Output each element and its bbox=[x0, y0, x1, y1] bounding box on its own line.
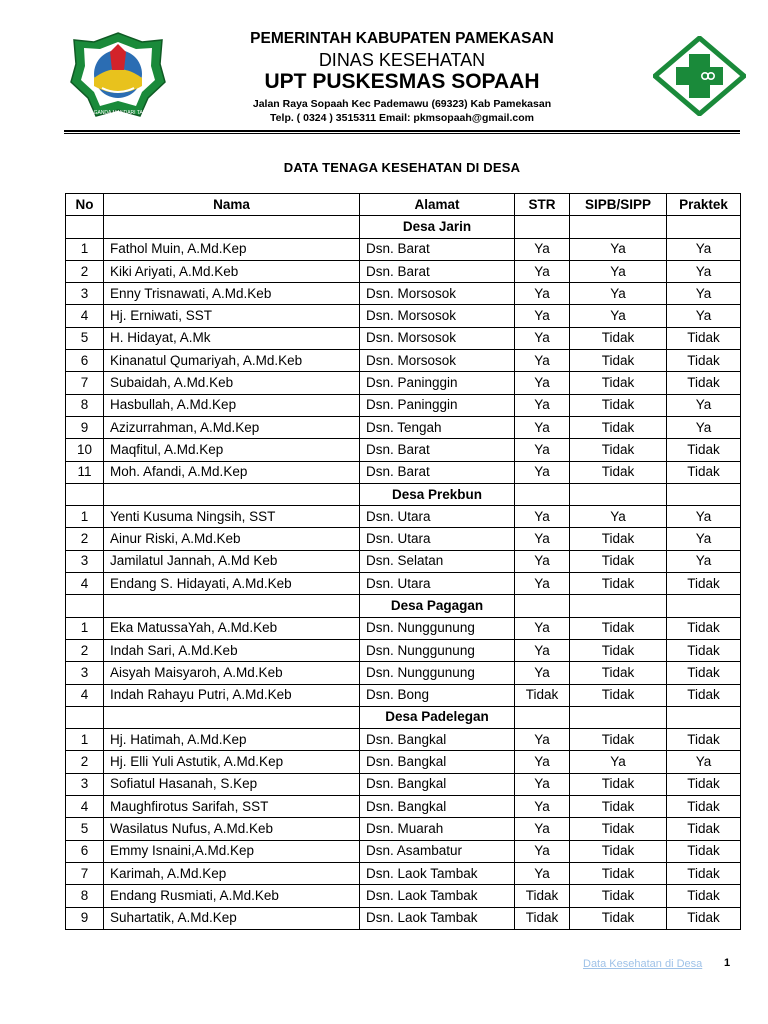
village-name: Desa Prekbun bbox=[360, 483, 515, 505]
cell-sipb-sipp: Tidak bbox=[570, 796, 667, 818]
table-row bbox=[66, 305, 741, 327]
cell-alamat: Dsn. Barat bbox=[360, 461, 515, 483]
cell-praktek: Tidak bbox=[667, 773, 741, 795]
table-row bbox=[66, 751, 741, 773]
cell-no: 6 bbox=[66, 350, 104, 372]
cell-no: 5 bbox=[66, 818, 104, 840]
cell-nama: Ainur Riski, A.Md.Keb bbox=[104, 528, 360, 550]
cell-praktek: Tidak bbox=[667, 818, 741, 840]
cell-sipb-sipp: Tidak bbox=[570, 461, 667, 483]
address-line: Jalan Raya Sopaah Kec Pademawu (69323) Kab Pamekasan bbox=[252, 98, 552, 110]
cell-alamat: Dsn. Utara bbox=[360, 573, 515, 595]
government-name: PEMERINTAH KABUPATEN PAMEKASAN bbox=[250, 30, 554, 47]
cell-praktek: Tidak bbox=[667, 796, 741, 818]
cell-str: Ya bbox=[515, 327, 570, 349]
cell-str: Ya bbox=[515, 862, 570, 884]
cell-praktek: Ya bbox=[667, 238, 741, 260]
page-number: 1 bbox=[724, 957, 731, 969]
cell-no: 7 bbox=[66, 862, 104, 884]
cell-sipb-sipp: Ya bbox=[570, 506, 667, 528]
health-worker-table bbox=[65, 193, 741, 930]
cell-praktek: Tidak bbox=[667, 372, 741, 394]
cell-str: Ya bbox=[515, 461, 570, 483]
cell-str: Ya bbox=[515, 796, 570, 818]
cell-nama: Fathol Muin, A.Md.Kep bbox=[104, 238, 360, 260]
village-name: Desa Jarin bbox=[360, 216, 515, 238]
cell-praktek: Tidak bbox=[667, 840, 741, 862]
cell-alamat: Dsn. Selatan bbox=[360, 550, 515, 572]
cell-no: 6 bbox=[66, 840, 104, 862]
table-body bbox=[66, 216, 741, 930]
cell-str: Ya bbox=[515, 639, 570, 661]
cell-nama: Maqfitul, A.Md.Kep bbox=[104, 439, 360, 461]
cell-alamat: Dsn. Laok Tambak bbox=[360, 885, 515, 907]
cell-sipb-sipp: Tidak bbox=[570, 840, 667, 862]
cell-no: 3 bbox=[66, 283, 104, 305]
cell-alamat: Dsn. Bangkal bbox=[360, 729, 515, 751]
cell-nama: Sofiatul Hasanah, S.Kep bbox=[104, 773, 360, 795]
cell-str: Ya bbox=[515, 394, 570, 416]
empty-cell bbox=[667, 595, 741, 617]
cell-alamat: Dsn. Utara bbox=[360, 506, 515, 528]
empty-cell bbox=[667, 216, 741, 238]
cell-nama: Indah Rahayu Putri, A.Md.Keb bbox=[104, 684, 360, 706]
empty-cell bbox=[515, 483, 570, 505]
cell-str: Ya bbox=[515, 840, 570, 862]
cell-alamat: Dsn. Paninggin bbox=[360, 394, 515, 416]
cell-no: 7 bbox=[66, 372, 104, 394]
cell-nama: Aisyah Maisyaroh, A.Md.Keb bbox=[104, 662, 360, 684]
cell-str: Ya bbox=[515, 818, 570, 840]
cell-praktek: Tidak bbox=[667, 350, 741, 372]
cell-str: Tidak bbox=[515, 684, 570, 706]
table-row bbox=[66, 528, 741, 550]
cell-alamat: Dsn. Asambatur bbox=[360, 840, 515, 862]
cell-nama: Indah Sari, A.Md.Keb bbox=[104, 639, 360, 661]
cell-alamat: Dsn. Laok Tambak bbox=[360, 862, 515, 884]
column-header-no: No bbox=[66, 194, 104, 216]
cell-sipb-sipp: Ya bbox=[570, 283, 667, 305]
table-row bbox=[66, 439, 741, 461]
cell-no: 2 bbox=[66, 528, 104, 550]
cell-nama: Hj. Elli Yuli Astutik, A.Md.Kep bbox=[104, 751, 360, 773]
footer-document-link[interactable]: Data Kesehatan di Desa bbox=[583, 958, 703, 970]
column-header-str: STR bbox=[515, 194, 570, 216]
cell-alamat: Dsn. Bangkal bbox=[360, 751, 515, 773]
cell-nama: Yenti Kusuma Ningsih, SST bbox=[104, 506, 360, 528]
cell-praktek: Tidak bbox=[667, 907, 741, 929]
cell-no: 3 bbox=[66, 662, 104, 684]
contact-line: Telp. ( 0324 ) 3515311 Email: pkmsopaah@gmail.com bbox=[270, 112, 534, 124]
cell-praktek: Tidak bbox=[667, 662, 741, 684]
cell-str: Ya bbox=[515, 506, 570, 528]
cell-str: Ya bbox=[515, 773, 570, 795]
table-row bbox=[66, 729, 741, 751]
cell-no: 8 bbox=[66, 394, 104, 416]
cell-nama: Subaidah, A.Md.Keb bbox=[104, 372, 360, 394]
cell-praktek: Tidak bbox=[667, 729, 741, 751]
cell-sipb-sipp: Tidak bbox=[570, 684, 667, 706]
cell-no: 4 bbox=[66, 684, 104, 706]
empty-cell bbox=[104, 483, 360, 505]
cell-str: Ya bbox=[515, 662, 570, 684]
cell-no: 1 bbox=[66, 729, 104, 751]
empty-cell bbox=[104, 595, 360, 617]
cell-praktek: Tidak bbox=[667, 439, 741, 461]
cell-alamat: Dsn. Bangkal bbox=[360, 796, 515, 818]
cell-praktek: Ya bbox=[667, 394, 741, 416]
cell-str: Ya bbox=[515, 416, 570, 438]
cell-sipb-sipp: Tidak bbox=[570, 639, 667, 661]
table-row bbox=[66, 639, 741, 661]
empty-cell bbox=[667, 706, 741, 728]
cell-praktek: Ya bbox=[667, 416, 741, 438]
cell-sipb-sipp: Tidak bbox=[570, 885, 667, 907]
cell-nama: Hasbullah, A.Md.Kep bbox=[104, 394, 360, 416]
cell-no: 10 bbox=[66, 439, 104, 461]
village-name: Desa Padelegan bbox=[360, 706, 515, 728]
cell-str: Ya bbox=[515, 751, 570, 773]
empty-cell bbox=[66, 706, 104, 728]
puskesmas-cross-icon bbox=[653, 36, 746, 116]
cell-no: 2 bbox=[66, 639, 104, 661]
cell-no: 5 bbox=[66, 327, 104, 349]
cell-sipb-sipp: Tidak bbox=[570, 528, 667, 550]
cell-str: Ya bbox=[515, 283, 570, 305]
cell-praktek: Ya bbox=[667, 550, 741, 572]
agency-name: DINAS KESEHATAN bbox=[318, 50, 486, 70]
cell-sipb-sipp: Tidak bbox=[570, 550, 667, 572]
table-row bbox=[66, 260, 741, 282]
cell-sipb-sipp: Tidak bbox=[570, 729, 667, 751]
svg-text:RATNA GANDA MANDARI TANJUNG: RATNA GANDA MANDARI TANJUNG bbox=[75, 110, 161, 116]
cell-no: 1 bbox=[66, 238, 104, 260]
cell-nama: Maughfirotus Sarifah, SST bbox=[104, 796, 360, 818]
cell-str: Ya bbox=[515, 573, 570, 595]
village-header-row bbox=[66, 483, 741, 505]
cell-alamat: Dsn. Nunggunung bbox=[360, 617, 515, 639]
cell-alamat: Dsn. Utara bbox=[360, 528, 515, 550]
document-title: DATA TENAGA KESEHATAN DI DESA bbox=[283, 160, 521, 175]
cell-nama: Suhartatik, A.Md.Kep bbox=[104, 907, 360, 929]
cell-str: Ya bbox=[515, 372, 570, 394]
cell-sipb-sipp: Tidak bbox=[570, 907, 667, 929]
cell-praktek: Ya bbox=[667, 283, 741, 305]
cell-sipb-sipp: Tidak bbox=[570, 350, 667, 372]
table-row bbox=[66, 885, 741, 907]
cell-str: Ya bbox=[515, 528, 570, 550]
letterhead bbox=[0, 0, 768, 135]
cell-alamat: Dsn. Laok Tambak bbox=[360, 907, 515, 929]
cell-no: 3 bbox=[66, 550, 104, 572]
cell-str: Ya bbox=[515, 350, 570, 372]
empty-cell bbox=[570, 216, 667, 238]
cell-praktek: Tidak bbox=[667, 573, 741, 595]
cell-no: 2 bbox=[66, 260, 104, 282]
cell-praktek: Tidak bbox=[667, 617, 741, 639]
cell-praktek: Tidak bbox=[667, 684, 741, 706]
table-row bbox=[66, 283, 741, 305]
cell-no: 4 bbox=[66, 796, 104, 818]
table-header-row bbox=[66, 194, 741, 216]
cell-nama: Wasilatus Nufus, A.Md.Keb bbox=[104, 818, 360, 840]
cell-no: 3 bbox=[66, 773, 104, 795]
empty-cell bbox=[570, 483, 667, 505]
cell-sipb-sipp: Tidak bbox=[570, 439, 667, 461]
cell-nama: Azizurrahman, A.Md.Kep bbox=[104, 416, 360, 438]
table-row bbox=[66, 773, 741, 795]
cell-str: Ya bbox=[515, 617, 570, 639]
cell-sipb-sipp: Tidak bbox=[570, 416, 667, 438]
cell-praktek: Ya bbox=[667, 528, 741, 550]
cell-str: Tidak bbox=[515, 907, 570, 929]
empty-cell bbox=[66, 216, 104, 238]
cell-praktek: Tidak bbox=[667, 461, 741, 483]
cell-alamat: Dsn. Bong bbox=[360, 684, 515, 706]
table-row bbox=[66, 684, 741, 706]
table-row bbox=[66, 550, 741, 572]
column-header-sipb-sipp: SIPB/SIPP bbox=[570, 194, 667, 216]
cell-nama: Emmy Isnaini,A.Md.Kep bbox=[104, 840, 360, 862]
letterhead-rule-thin bbox=[64, 133, 740, 134]
cell-praktek: Tidak bbox=[667, 862, 741, 884]
cell-sipb-sipp: Ya bbox=[570, 260, 667, 282]
cell-nama: Moh. Afandi, A.Md.Kep bbox=[104, 461, 360, 483]
empty-cell bbox=[66, 595, 104, 617]
village-name: Desa Pagagan bbox=[360, 595, 515, 617]
cell-nama: Jamilatul Jannah, A.Md Keb bbox=[104, 550, 360, 572]
cell-no: 11 bbox=[66, 461, 104, 483]
cell-no: 2 bbox=[66, 751, 104, 773]
empty-cell bbox=[515, 216, 570, 238]
cell-sipb-sipp: Ya bbox=[570, 238, 667, 260]
cell-sipb-sipp: Tidak bbox=[570, 818, 667, 840]
clinic-name: UPT PUSKESMAS SOPAAH bbox=[264, 70, 540, 93]
cell-no: 9 bbox=[66, 416, 104, 438]
cell-sipb-sipp: Ya bbox=[570, 751, 667, 773]
table-row bbox=[66, 840, 741, 862]
table-row bbox=[66, 617, 741, 639]
cell-str: Ya bbox=[515, 260, 570, 282]
cell-alamat: Dsn. Morsosok bbox=[360, 327, 515, 349]
cell-sipb-sipp: Tidak bbox=[570, 662, 667, 684]
cell-praktek: Ya bbox=[667, 260, 741, 282]
cell-no: 1 bbox=[66, 617, 104, 639]
empty-cell bbox=[515, 595, 570, 617]
village-header-row bbox=[66, 595, 741, 617]
cell-nama: Eka MatussaYah, A.Md.Keb bbox=[104, 617, 360, 639]
cell-alamat: Dsn. Morsosok bbox=[360, 350, 515, 372]
empty-cell bbox=[66, 483, 104, 505]
cell-praktek: Tidak bbox=[667, 327, 741, 349]
table-row bbox=[66, 372, 741, 394]
cell-str: Ya bbox=[515, 439, 570, 461]
cell-str: Ya bbox=[515, 305, 570, 327]
empty-cell bbox=[515, 706, 570, 728]
column-header-alamat: Alamat bbox=[360, 194, 515, 216]
cell-praktek: Ya bbox=[667, 305, 741, 327]
cell-no: 8 bbox=[66, 885, 104, 907]
table-row bbox=[66, 573, 741, 595]
empty-cell bbox=[570, 706, 667, 728]
empty-cell bbox=[104, 706, 360, 728]
table-row bbox=[66, 461, 741, 483]
cell-praktek: Tidak bbox=[667, 639, 741, 661]
cell-str: Ya bbox=[515, 550, 570, 572]
cell-sipb-sipp: Tidak bbox=[570, 327, 667, 349]
cell-no: 9 bbox=[66, 907, 104, 929]
cell-nama: Enny Trisnawati, A.Md.Keb bbox=[104, 283, 360, 305]
village-header-row bbox=[66, 216, 741, 238]
cell-alamat: Dsn. Bangkal bbox=[360, 773, 515, 795]
table-row bbox=[66, 662, 741, 684]
cell-praktek: Tidak bbox=[667, 885, 741, 907]
column-header-praktek: Praktek bbox=[667, 194, 741, 216]
cell-sipb-sipp: Tidak bbox=[570, 372, 667, 394]
cell-alamat: Dsn. Barat bbox=[360, 260, 515, 282]
cell-praktek: Ya bbox=[667, 751, 741, 773]
cell-nama: Endang Rusmiati, A.Md.Keb bbox=[104, 885, 360, 907]
village-header-row bbox=[66, 706, 741, 728]
cell-sipb-sipp: Ya bbox=[570, 305, 667, 327]
cell-sipb-sipp: Tidak bbox=[570, 773, 667, 795]
cell-alamat: Dsn. Muarah bbox=[360, 818, 515, 840]
table-row bbox=[66, 796, 741, 818]
cell-sipb-sipp: Tidak bbox=[570, 862, 667, 884]
cell-sipb-sipp: Tidak bbox=[570, 617, 667, 639]
cell-nama: Kinanatul Qumariyah, A.Md.Keb bbox=[104, 350, 360, 372]
table-row bbox=[66, 818, 741, 840]
table-row bbox=[66, 506, 741, 528]
table-row bbox=[66, 907, 741, 929]
table-row bbox=[66, 327, 741, 349]
cell-alamat: Dsn. Paninggin bbox=[360, 372, 515, 394]
cell-nama: H. Hidayat, A.Mk bbox=[104, 327, 360, 349]
cell-alamat: Dsn. Nunggunung bbox=[360, 662, 515, 684]
table-row bbox=[66, 238, 741, 260]
cell-alamat: Dsn. Barat bbox=[360, 439, 515, 461]
table-row bbox=[66, 394, 741, 416]
cell-sipb-sipp: Tidak bbox=[570, 573, 667, 595]
cell-alamat: Dsn. Barat bbox=[360, 238, 515, 260]
cell-praktek: Ya bbox=[667, 506, 741, 528]
table-row bbox=[66, 350, 741, 372]
table-row bbox=[66, 416, 741, 438]
empty-cell bbox=[667, 483, 741, 505]
cell-nama: Hj. Erniwati, SST bbox=[104, 305, 360, 327]
cell-alamat: Dsn. Morsosok bbox=[360, 283, 515, 305]
cell-no: 4 bbox=[66, 305, 104, 327]
cell-nama: Hj. Hatimah, A.Md.Kep bbox=[104, 729, 360, 751]
cell-alamat: Dsn. Morsosok bbox=[360, 305, 515, 327]
table-row bbox=[66, 862, 741, 884]
cell-alamat: Dsn. Nunggunung bbox=[360, 639, 515, 661]
column-header-nama: Nama bbox=[104, 194, 360, 216]
cell-alamat: Dsn. Tengah bbox=[360, 416, 515, 438]
letterhead-rule bbox=[64, 130, 740, 132]
empty-cell bbox=[570, 595, 667, 617]
cell-no: 4 bbox=[66, 573, 104, 595]
cell-str: Ya bbox=[515, 238, 570, 260]
cell-nama: Kiki Ariyati, A.Md.Keb bbox=[104, 260, 360, 282]
empty-cell bbox=[104, 216, 360, 238]
cell-no: 1 bbox=[66, 506, 104, 528]
cell-nama: Karimah, A.Md.Kep bbox=[104, 862, 360, 884]
cell-sipb-sipp: Tidak bbox=[570, 394, 667, 416]
cell-nama: Endang S. Hidayati, A.Md.Keb bbox=[104, 573, 360, 595]
cell-str: Tidak bbox=[515, 885, 570, 907]
cell-str: Ya bbox=[515, 729, 570, 751]
